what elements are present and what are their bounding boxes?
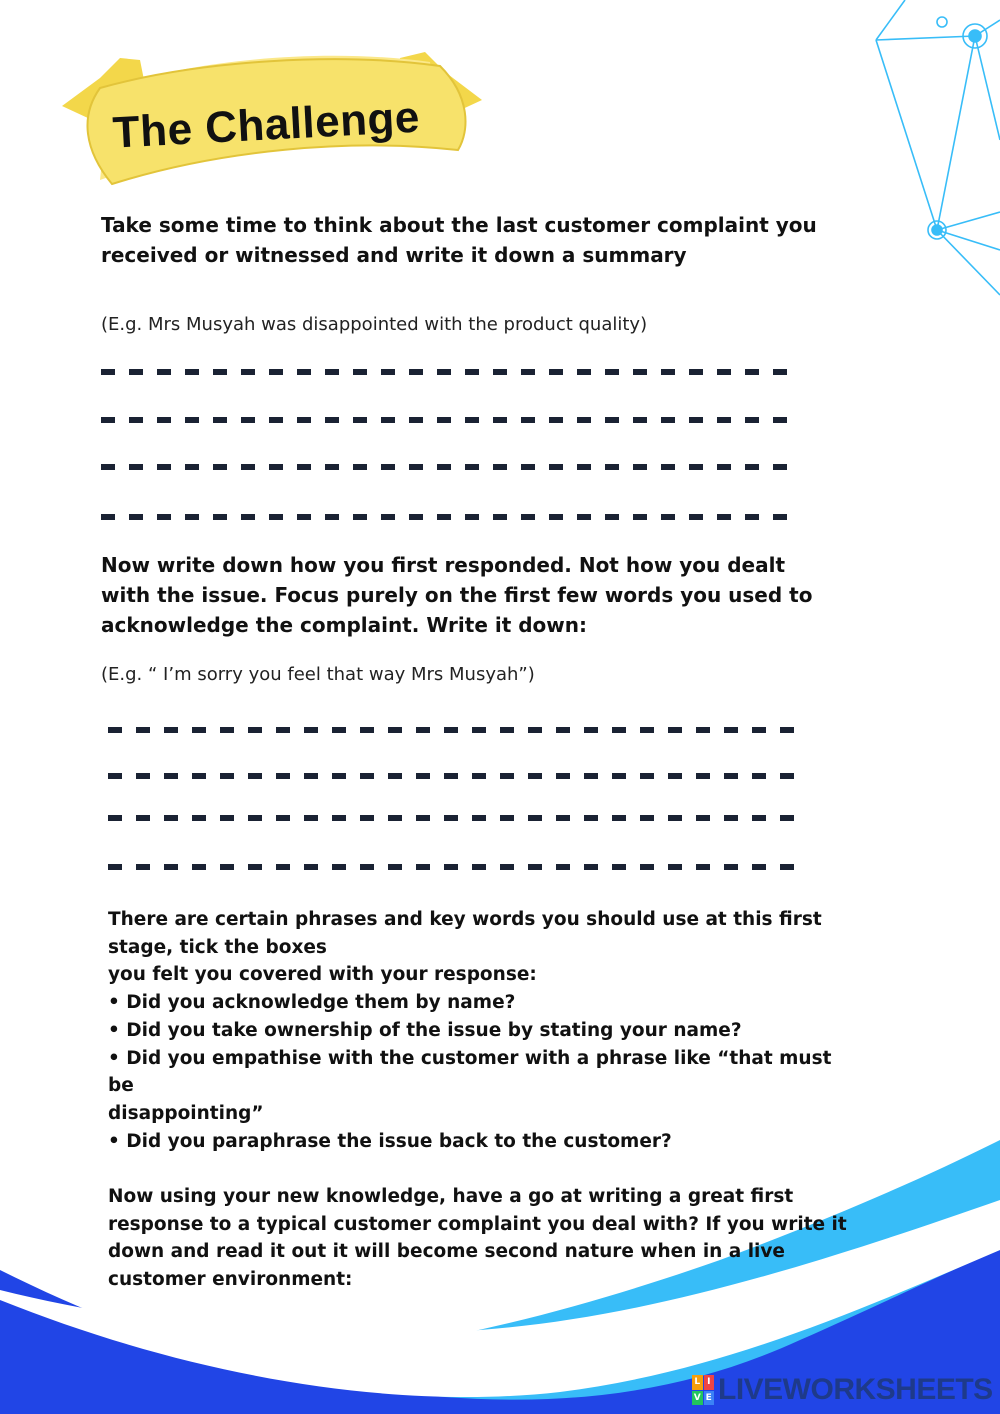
section1-example: (E.g. Mrs Musyah was disappointed with the product quality) [101, 314, 648, 335]
answer-line[interactable] [108, 773, 803, 779]
answer-line[interactable] [108, 727, 803, 733]
network-graphic [876, 0, 1000, 295]
answer-line[interactable] [108, 864, 803, 870]
answer-line[interactable] [101, 369, 796, 375]
answer-line[interactable] [101, 464, 796, 470]
checklist-intro: you felt you covered with your response: [108, 964, 537, 986]
logo-badge-icon: L I V E [692, 1375, 714, 1405]
checklist-intro: stage, tick the boxes [108, 936, 327, 958]
checklist-item: • Did you acknowledge them by name? [108, 992, 516, 1014]
final-prompt-line: Now using your new knowledge, have a go at writing a great first [108, 1186, 794, 1208]
section2-prompt: Now write down how you first responded. Not how you dealt with the issue. Focus purely on the first few words you used to acknowledge the complaint. Write it down: [101, 553, 813, 637]
final-prompt-line: response to a typical customer complaint you deal with? If you write it [108, 1213, 847, 1235]
answer-line[interactable] [108, 815, 803, 821]
answer-line[interactable] [101, 417, 796, 423]
section2-example: (E.g. “ I’m sorry you feel that way Mrs Musyah”) [101, 664, 535, 685]
final-prompt-line: down and read it out it will become second nature when in a live [108, 1241, 785, 1263]
banner-title: The Challenge [111, 92, 421, 158]
checklist-item: • Did you take ownership of the issue by stating your name? [108, 1019, 742, 1041]
checklist-item: • Did you paraphrase the issue back to the customer? [108, 1130, 672, 1152]
final-prompt-line: customer environment: [108, 1269, 353, 1291]
answer-line[interactable] [101, 514, 796, 520]
section1-prompt: Take some time to think about the last customer complaint you received or witnessed and write it down a summary [101, 213, 817, 267]
checklist-item: disappointing” [108, 1102, 264, 1124]
checklist [108, 906, 848, 1294]
checklist-item: • Did you empathise with the customer with a phrase like “that must be [108, 1047, 832, 1097]
checklist-intro: There are certain phrases and key words you should use at this first [108, 909, 822, 930]
liveworksheets-logo[interactable] [692, 1372, 993, 1408]
logo-text: LIVEWORKSHEETS [718, 1373, 993, 1406]
